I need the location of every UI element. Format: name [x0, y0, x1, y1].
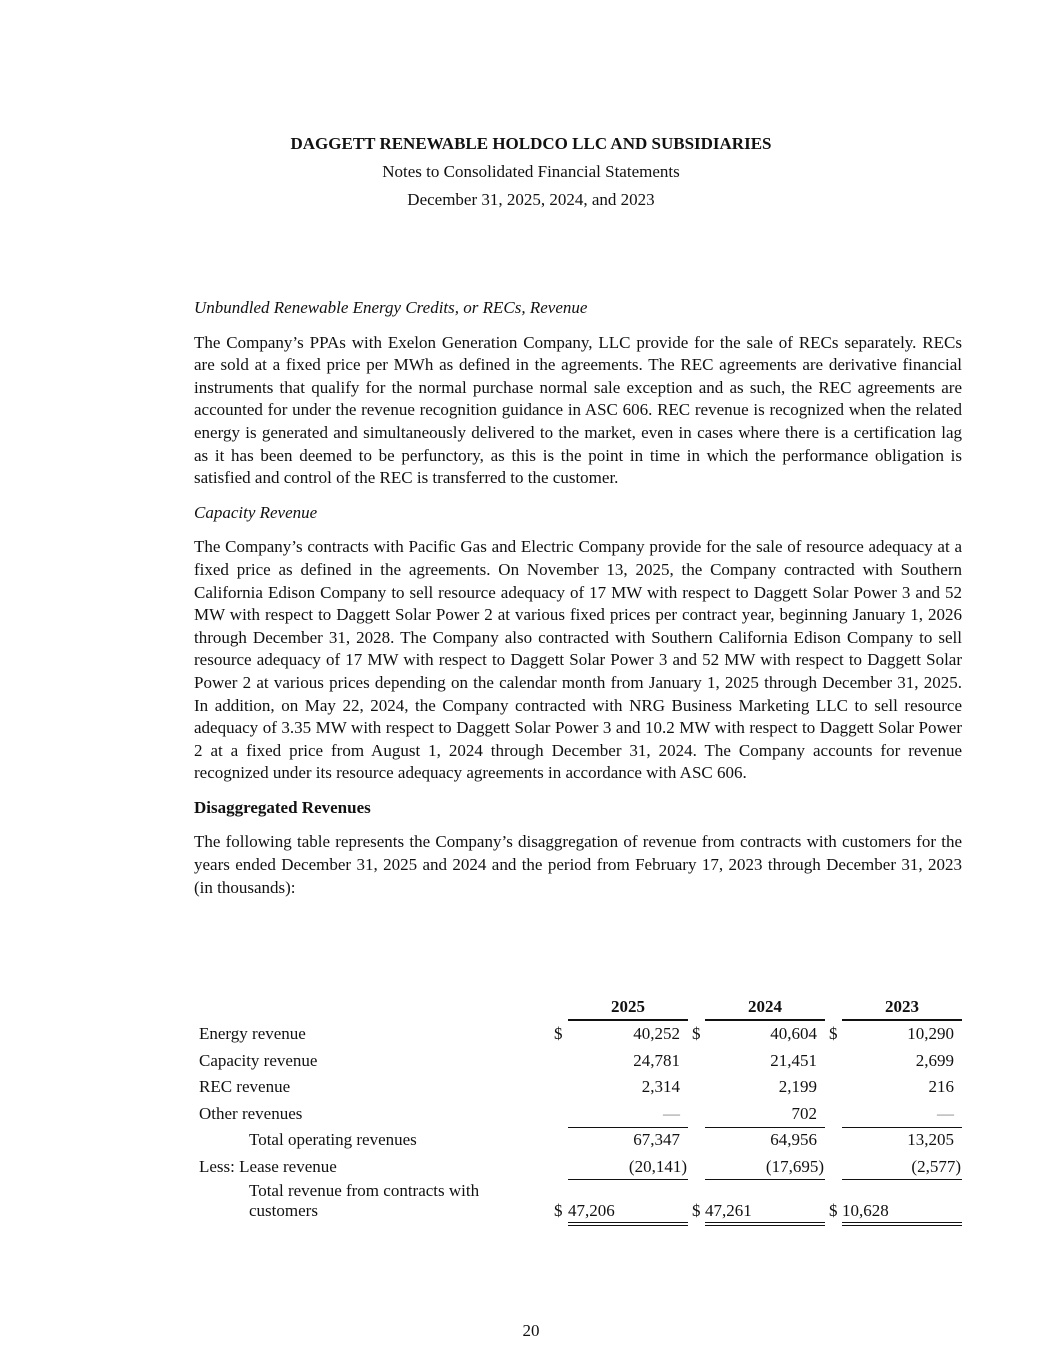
company-name: DAGGETT RENEWABLE HOLDCO LLC AND SUBSIDIARIES	[290, 134, 772, 153]
disaggregated-revenue-table	[194, 995, 964, 1227]
value-2023: 10,290	[907, 1024, 954, 1043]
currency-symbol: $	[692, 1200, 701, 1220]
statement-dates: December 31, 2025, 2024, and 2023	[407, 190, 655, 209]
row-label: Energy revenue	[199, 1024, 306, 1043]
currency-symbol: $	[554, 1024, 563, 1043]
value-2023: 2,699	[915, 1050, 954, 1070]
value-2023: 10,628	[842, 1200, 889, 1220]
currency-symbol: $	[829, 1024, 838, 1043]
page-header	[0, 130, 1055, 214]
table-row-total	[194, 1181, 964, 1227]
row-label: Total operating revenues	[249, 1130, 417, 1150]
value-2024: 21,451	[770, 1050, 817, 1070]
notes-content	[194, 297, 962, 911]
table-row	[194, 1048, 964, 1075]
recs-heading: Unbundled Renewable Energy Credits, or RECs, Revenue	[194, 298, 588, 317]
disaggregated-heading: Disaggregated Revenues	[194, 797, 371, 817]
row-label: REC revenue	[199, 1077, 291, 1097]
row-label: Capacity revenue	[199, 1050, 318, 1070]
value-2025: 2,314	[641, 1077, 680, 1097]
document-subtitle: Notes to Consolidated Financial Statements	[382, 162, 680, 181]
table-row	[194, 1154, 964, 1181]
value-2024: 2,199	[778, 1077, 817, 1097]
row-label: Less: Lease revenue	[199, 1157, 337, 1177]
currency-symbol: $	[554, 1200, 563, 1220]
column-header-2023: 2023	[842, 995, 962, 1021]
value-2025: 67,347	[633, 1130, 680, 1150]
value-2023: 13,205	[907, 1130, 954, 1150]
value-2023: (2,577)	[911, 1157, 961, 1177]
table-row	[194, 1021, 964, 1048]
value-2023: —	[937, 1103, 954, 1123]
currency-symbol: $	[829, 1200, 838, 1220]
row-label: Other revenues	[199, 1103, 303, 1123]
row-label	[249, 1181, 479, 1221]
value-2024: 64,956	[770, 1130, 817, 1150]
value-2025: 40,252	[633, 1024, 680, 1043]
table-header-row	[194, 995, 964, 1021]
total-double-rule	[705, 1222, 825, 1226]
value-2025: —	[663, 1103, 680, 1123]
value-2024: (17,695)	[765, 1157, 824, 1177]
page-number: 20	[522, 1321, 540, 1340]
value-2024: 40,604	[770, 1024, 817, 1043]
row-label-line1: Total revenue from contracts with	[249, 1180, 480, 1200]
disaggregated-paragraph: The following table represents the Company’s disaggregation of revenue from contracts with customers for the years ended December 31, 2025 and 2024 and the period from February 17, 2023 through December 31, 2023 (in thousands):	[194, 832, 962, 897]
currency-symbol: $	[692, 1024, 701, 1043]
recs-paragraph: The Company’s PPAs with Exelon Generation Company, LLC provide for the sale of RECs separately. RECs are sold at a fixed price per MWh as defined in the agreements. The REC agreements are derivative financial instruments that qualify for the normal purchase normal sale exception and as such, the REC agreements are accounted for under the revenue recognition guidance in ASC 606. REC revenue is recognized when the related energy is generated and simultaneously delivered to the market, even in cases where there is a certification lag as it has been deemed to be perfunctory, as this is the point in time in which the performance obligation is satisfied and control of the REC is transferred to the customer.	[194, 332, 962, 488]
total-double-rule	[842, 1222, 962, 1226]
value-2025: (20,141)	[628, 1157, 687, 1177]
table-row	[194, 1074, 964, 1101]
row-label-line2: customers	[249, 1200, 318, 1220]
capacity-paragraph: The Company’s contracts with Pacific Gas and Electric Company provide for the sale of resource adequacy at a fixed price as defined in the agreements. On November 13, 2025, the Company contracted with Southern California Edison Company to sell resource adequacy of 17 MW with respect to Daggett Solar Power 3 and 52 MW with respect to Daggett Solar Power 2 at various fixed prices per contract year, beginning January 1, 2026 through December 31, 2028. The Company also contracted with Southern California Edison Company to sell resource adequacy of 17 MW with respect to Daggett Solar Power 3 and 52 MW with respect to Daggett Solar Power 2 at various prices depending on the calendar month from January 1, 2025 through December 31, 2025. In addition, on May 22, 2024, the Company contracted with NRG Business Marketing LLC to sell resource adequacy of 3.35 MW with respect to Daggett Solar Power 3 and 10.2 MW with respect to Daggett Solar Power 2 at a fixed price from August 1, 2024 through December 31, 2024. The Company accounts for revenue recognized under its resource adequacy agreements in accordance with ASC 606.	[194, 537, 962, 783]
table-row	[194, 1101, 964, 1128]
value-2023: 216	[928, 1077, 954, 1097]
column-header-2025: 2025	[568, 995, 688, 1021]
value-2024: 702	[791, 1103, 817, 1123]
column-header-2024: 2024	[705, 995, 825, 1021]
value-2024: 47,261	[705, 1200, 752, 1220]
table-row-subtotal	[194, 1127, 964, 1154]
capacity-heading: Capacity Revenue	[194, 502, 318, 522]
total-double-rule	[568, 1222, 688, 1226]
value-2025: 47,206	[568, 1200, 615, 1220]
value-2025: 24,781	[633, 1050, 680, 1070]
